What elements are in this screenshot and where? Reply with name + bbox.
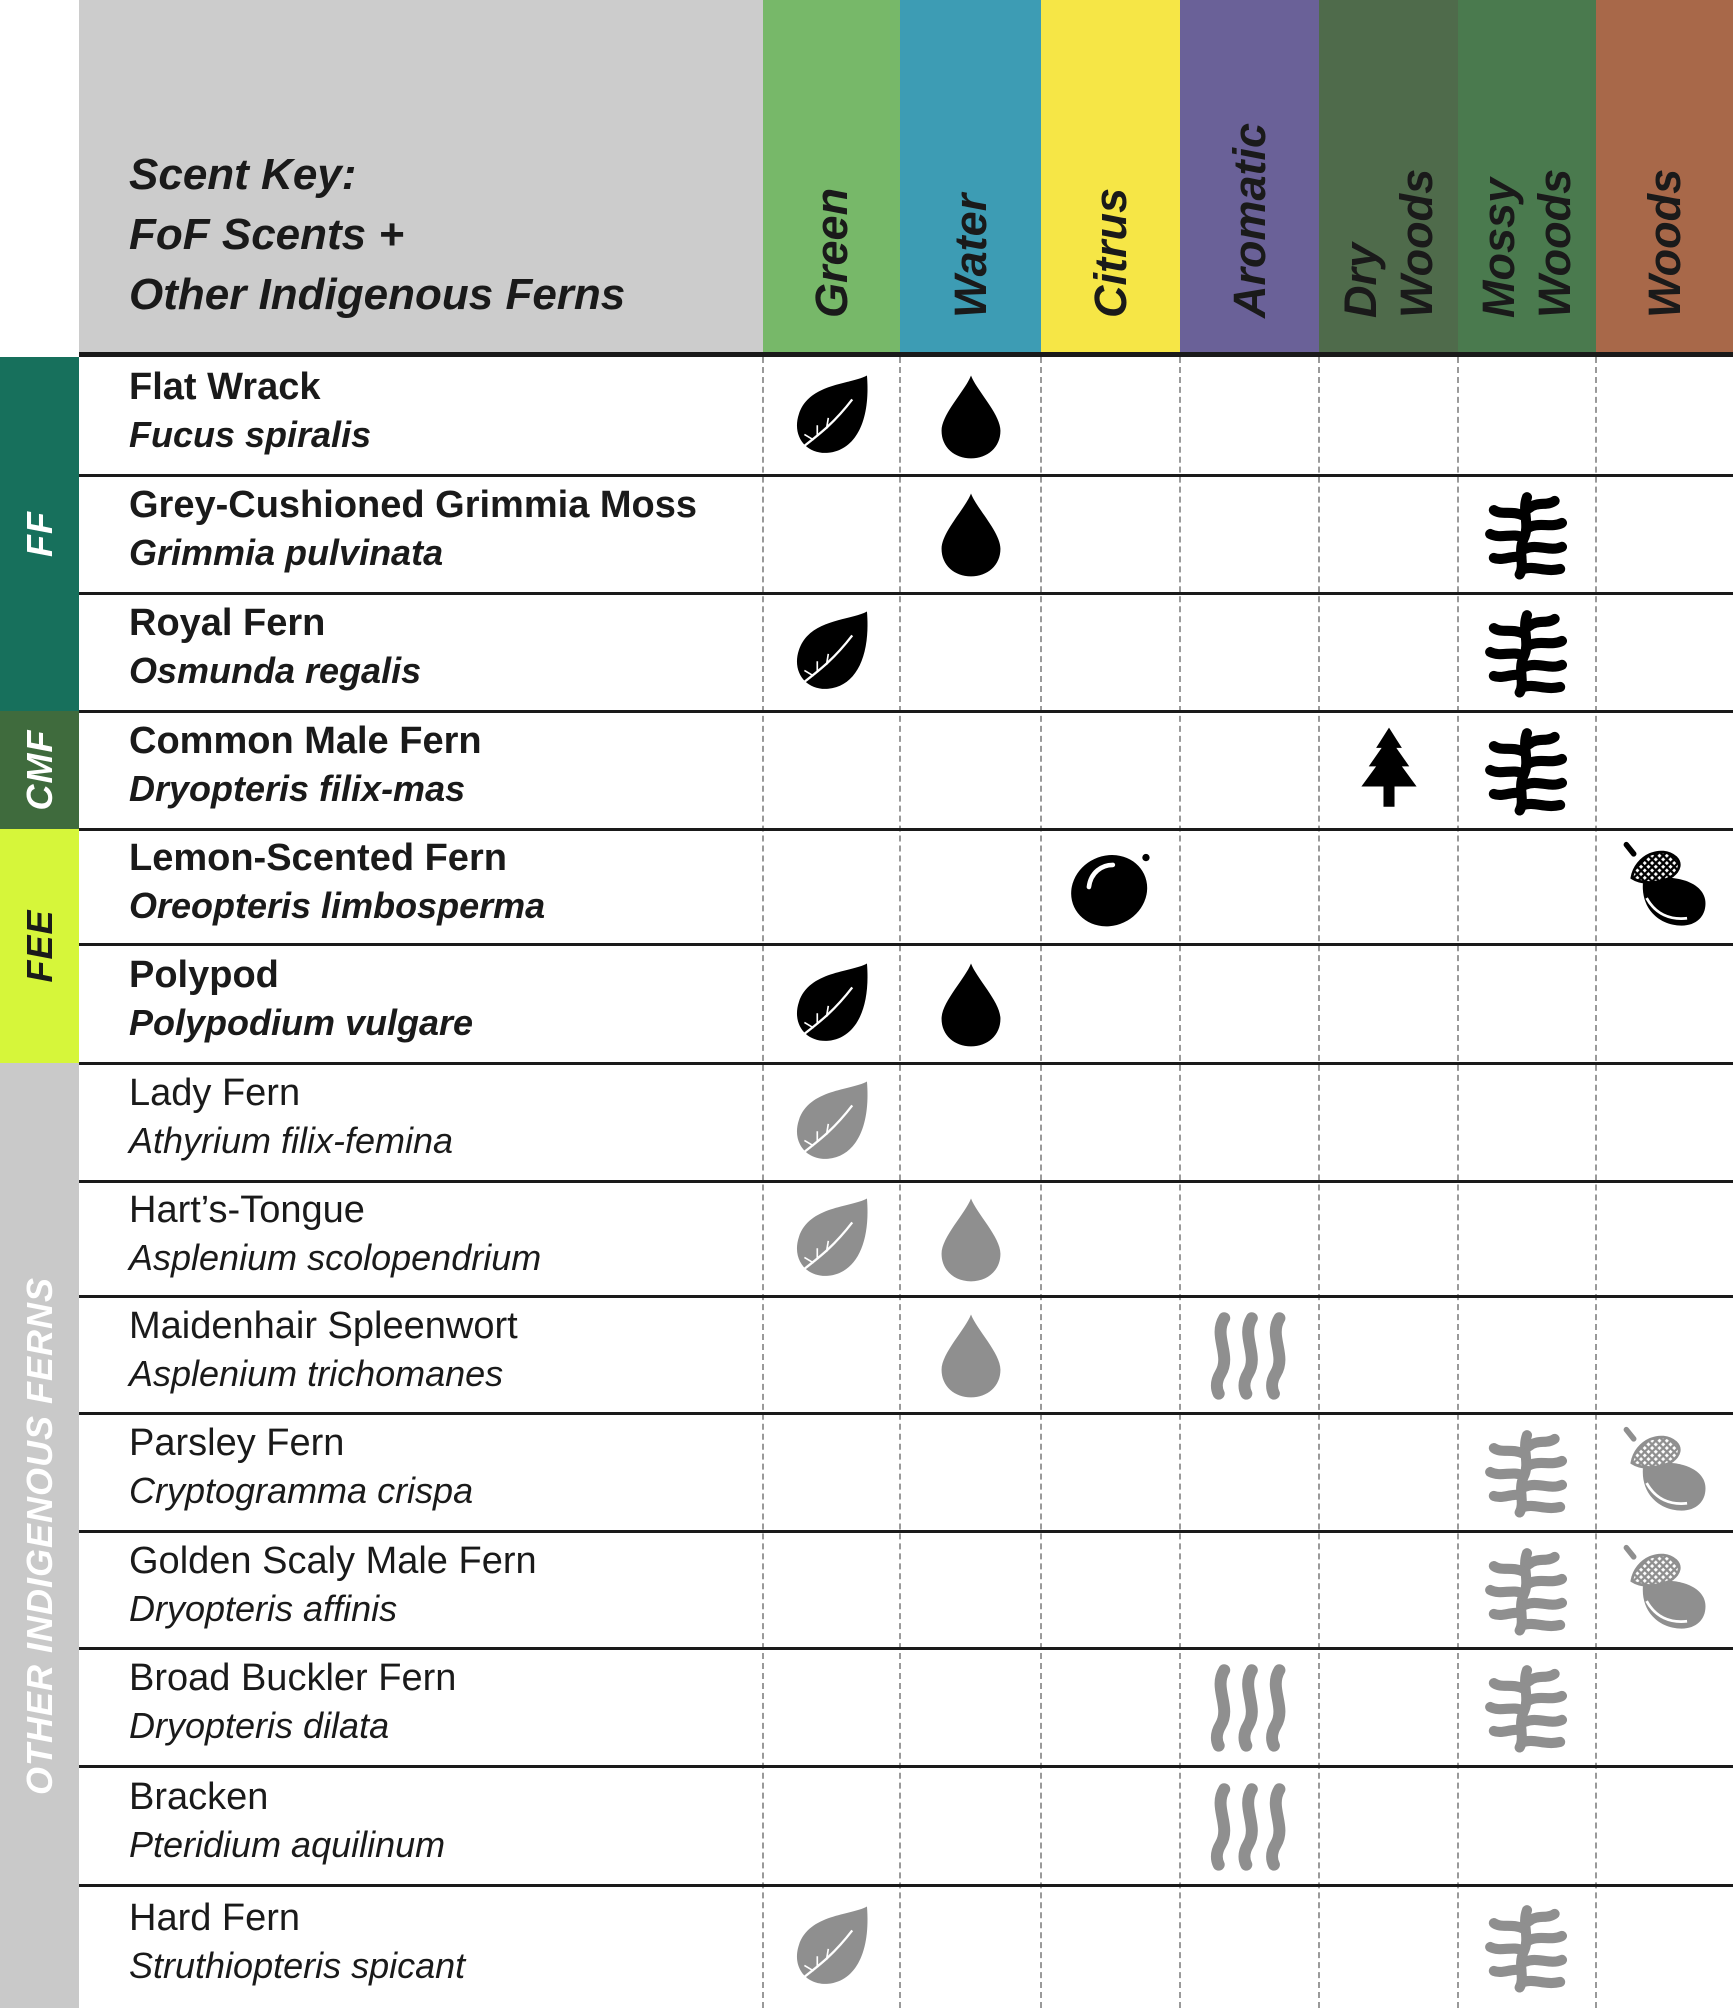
acorn-icon xyxy=(1619,1426,1711,1518)
group-label: FEE xyxy=(18,909,60,983)
moss-icon xyxy=(1481,488,1573,580)
latin-name: Polypodium vulgare xyxy=(129,1001,474,1043)
leaf-icon xyxy=(786,1193,878,1285)
aroma-waves-icon xyxy=(1204,1661,1296,1753)
common-name: Golden Scaly Male Fern xyxy=(129,1539,537,1582)
column-header-dry-woods xyxy=(1319,0,1458,354)
moss-icon xyxy=(1481,1901,1573,1993)
moss-icon xyxy=(1481,606,1573,698)
leaf-icon xyxy=(786,1901,878,1993)
column-label-green xyxy=(804,187,857,318)
latin-name: Dryopteris filix-mas xyxy=(129,768,466,809)
leaf-icon xyxy=(786,370,878,462)
common-name: Bracken xyxy=(129,1775,269,1818)
acorn-icon xyxy=(1619,841,1711,933)
latin-name: Osmunda regalis xyxy=(129,650,422,691)
group-label: CMF xyxy=(18,729,60,811)
common-name: Grey-Cushioned Grimmia Moss xyxy=(129,484,698,526)
common-name: Flat Wrack xyxy=(129,366,321,408)
pine-tree-icon xyxy=(1343,724,1435,816)
column-label-line: Citrus xyxy=(1084,187,1136,318)
group-bar-other-indigenous-ferns xyxy=(0,1063,79,2008)
column-label-line: Mossy xyxy=(1473,177,1524,318)
aroma-waves-icon xyxy=(1204,1309,1296,1401)
lemon-icon xyxy=(1065,841,1157,933)
column-header-water xyxy=(900,0,1041,354)
water-drop-icon xyxy=(925,1309,1017,1401)
latin-name: Cryptogramma crispa xyxy=(129,1470,474,1511)
column-header-woods xyxy=(1596,0,1733,354)
common-name: Polypod xyxy=(129,953,279,996)
column-label-citrus xyxy=(1083,187,1136,318)
column-label-line: Woods xyxy=(1638,168,1690,318)
water-drop-icon xyxy=(925,1193,1017,1285)
table-row xyxy=(79,1766,1733,1885)
common-name: Parsley Fern xyxy=(129,1422,345,1464)
column-header-citrus xyxy=(1041,0,1180,354)
table-row xyxy=(79,944,1733,1063)
latin-name: Pteridium aquilinum xyxy=(129,1823,446,1865)
column-header-mossy-woods xyxy=(1458,0,1596,354)
common-name: Common Male Fern xyxy=(129,720,482,762)
latin-name: Asplenium trichomanes xyxy=(129,1352,504,1394)
group-bar-ff xyxy=(0,357,79,711)
column-label-aromatic xyxy=(1222,122,1275,318)
group-bar-cmf xyxy=(0,711,79,829)
column-label-line: Woods xyxy=(1390,168,1442,318)
title-line-2: FoF Scents + xyxy=(129,210,405,259)
latin-name: Athyrium filix-femina xyxy=(129,1120,454,1161)
moss-icon xyxy=(1481,1426,1573,1518)
column-label-dry-woods xyxy=(1333,168,1442,318)
column-label-line: Water xyxy=(944,193,996,318)
common-name: Hart’s-Tongue xyxy=(129,1188,365,1231)
common-name: Hard Fern xyxy=(129,1896,301,1939)
page-title xyxy=(129,145,625,325)
common-name: Maidenhair Spleenwort xyxy=(129,1304,518,1347)
common-name: Lady Fern xyxy=(129,1072,301,1114)
leaf-icon xyxy=(786,1076,878,1168)
latin-name: Fucus spiralis xyxy=(129,414,372,455)
column-header-green xyxy=(763,0,900,354)
leaf-icon xyxy=(786,606,878,698)
common-name: Broad Buckler Fern xyxy=(129,1657,457,1699)
common-name: Lemon-Scented Fern xyxy=(129,836,507,879)
table-row xyxy=(79,829,1733,944)
group-label: FF xyxy=(18,511,60,557)
column-label-woods xyxy=(1637,168,1690,318)
latin-name: Dryopteris affinis xyxy=(129,1587,398,1629)
column-label-water xyxy=(943,193,996,318)
column-label-line: Dry xyxy=(1334,242,1386,318)
title-line-1: Scent Key: xyxy=(129,150,357,199)
table-row xyxy=(79,1181,1733,1296)
acorn-icon xyxy=(1619,1544,1711,1636)
column-label-line: Woods xyxy=(1529,168,1580,318)
moss-icon xyxy=(1481,1661,1573,1753)
column-label-line: Green xyxy=(805,187,857,318)
leaf-icon xyxy=(786,958,878,1050)
group-bar-fee xyxy=(0,829,79,1063)
common-name: Royal Fern xyxy=(129,602,326,644)
moss-icon xyxy=(1481,724,1573,816)
column-header-aromatic xyxy=(1180,0,1319,354)
water-drop-icon xyxy=(925,370,1017,462)
latin-name: Struthiopteris spicant xyxy=(129,1944,466,1986)
table-row xyxy=(79,1296,1733,1413)
title-line-3: Other Indigenous Ferns xyxy=(129,270,626,319)
group-label: OTHER INDIGENOUS FERNS xyxy=(18,1276,60,1795)
latin-name: Grimmia pulvinata xyxy=(129,532,444,573)
latin-name: Dryopteris dilata xyxy=(129,1705,390,1746)
aroma-waves-icon xyxy=(1204,1780,1296,1872)
table-row xyxy=(79,357,1733,475)
latin-name: Asplenium scolopendrium xyxy=(129,1236,542,1278)
title-panel xyxy=(79,0,763,354)
column-label-line: Aromatic xyxy=(1223,122,1275,318)
table-row xyxy=(79,1063,1733,1181)
water-drop-icon xyxy=(925,958,1017,1050)
moss-icon xyxy=(1481,1544,1573,1636)
column-label-mossy-woods xyxy=(1471,168,1580,318)
water-drop-icon xyxy=(925,488,1017,580)
latin-name: Oreopteris limbosperma xyxy=(129,884,546,926)
